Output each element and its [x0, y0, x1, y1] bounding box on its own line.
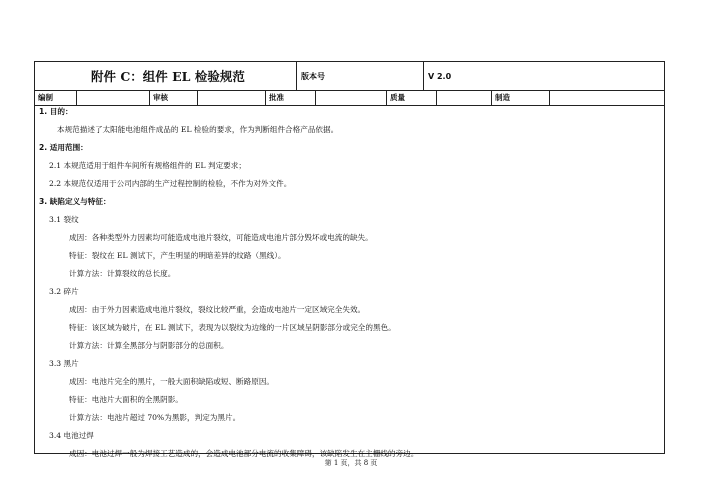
section-3-2: 3.2 碎片 — [49, 287, 79, 296]
version-value: V 2.0 — [428, 71, 452, 81]
section-3-1-method: 计算方法：计算裂纹的总长度。 — [69, 269, 176, 278]
quality-value — [437, 91, 492, 105]
section-3-3-method: 计算方法：电池片超过 70%为黑影，判定为黑片。 — [69, 413, 241, 422]
manufacturing-value — [550, 91, 664, 105]
section-3-2-cause: 成因：由于外力因素造成电池片裂纹，裂纹比较严重，会造成电池片一定区域完全失效。 — [69, 305, 366, 314]
section-1-text: 本规范描述了太阳能电池组件成品的 EL 检验的要求，作为判断组件合格产品依据。 — [57, 125, 339, 134]
section-3-3: 3.3 黑片 — [49, 359, 79, 368]
section-3-1-cause: 成因：各种类型外力因素均可能造成电池片裂纹，可能造成电池片部分毁坏或电流的缺失。 — [69, 233, 373, 242]
approved-value — [316, 91, 387, 105]
page-footer: 第 1 页，共 8 页 — [324, 459, 378, 467]
approval-row — [35, 91, 664, 106]
section-3-4-cause: 成因：电池过焊一般为焊接工艺造成的，会造成电池部分电流的收集障碍，该缺陷发生在主栅线的旁边。 — [69, 449, 419, 458]
page-title: 附件 C：组件 EL 检验规范 — [35, 62, 297, 90]
section-3-1-feature: 特征：裂纹在 EL 测试下，产生明显的明暗差异的纹路（黑线）。 — [69, 251, 286, 260]
section-3-title: 3. 缺陷定义与特征： — [39, 197, 111, 206]
section-3-4: 3.4 电池过焊 — [49, 431, 94, 440]
section-2-1: 2.1 本规范适用于组件车间所有规格组件的 EL 判定要求； — [49, 161, 246, 170]
section-3-2-method: 计算方法：计算全黑部分与阴影部分的总面积。 — [69, 341, 229, 350]
approved-label: 批准 — [266, 91, 316, 105]
header-row — [35, 62, 664, 91]
section-3-2-feature: 特征：该区域为破片，在 EL 测试下，表现为以裂纹为边缘的一片区域呈阴影部分或完全的黑色。 — [69, 323, 396, 332]
reviewed-label: 审核 — [150, 91, 198, 105]
quality-label: 质量 — [387, 91, 437, 105]
manufacturing-label: 制造 — [492, 91, 550, 105]
section-3-1: 3.1 裂纹 — [49, 215, 79, 224]
prepared-value — [77, 91, 150, 105]
reviewed-value — [198, 91, 266, 105]
version-label: 版本号 — [297, 62, 424, 90]
section-3-3-cause: 成因：电池片完全的黑片，一般大面积缺陷或短、断路原因。 — [69, 377, 275, 386]
section-3-3-feature: 特征：电池片大面积的全黑阴影。 — [69, 395, 183, 404]
prepared-label: 编制 — [35, 91, 77, 105]
section-1-title: 1. 目的： — [39, 107, 73, 116]
section-2-title: 2. 适用范围： — [39, 143, 88, 152]
section-2-2: 2.2 本规范仅适用于公司内部的生产过程控制的检验，不作为对外文件。 — [49, 179, 292, 188]
document-frame — [34, 61, 665, 458]
